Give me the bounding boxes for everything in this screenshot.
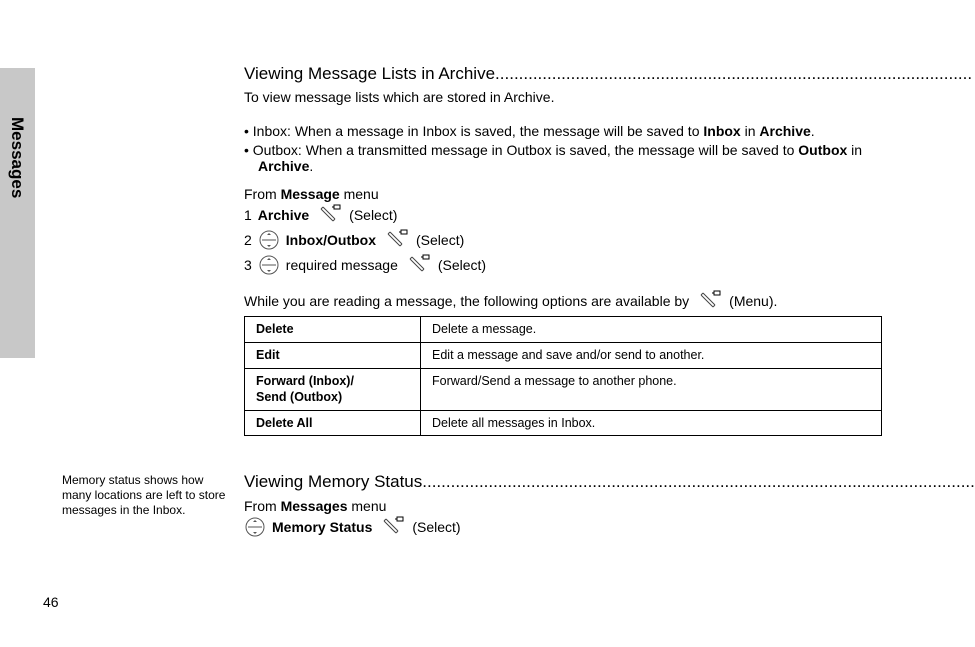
options-intro-suffix: (Menu).: [729, 293, 778, 309]
options-intro-prefix: While you are reading a message, the following options are available by: [244, 293, 690, 309]
from-prefix: From: [244, 186, 281, 202]
softkey-icon: [382, 229, 410, 251]
side-tab: [0, 68, 35, 358]
bullet-outbox-suffix: .: [309, 158, 314, 174]
step-item: Archive: [257, 207, 310, 223]
step-num: 3: [244, 257, 252, 273]
softkey-icon: [404, 254, 432, 276]
heading-text: Viewing Message Lists in Archive: [244, 64, 496, 83]
step-action: (Select): [416, 232, 465, 248]
option-name: Delete: [245, 317, 421, 343]
bullet-inbox-bold1: Inbox: [703, 123, 741, 139]
from-suffix: menu: [339, 186, 379, 202]
step-3: [244, 254, 492, 276]
bullet-outbox: [244, 142, 862, 158]
bullet-outbox-prefix: • Outbox: When a transmitted message in Outbox is saved, the message will be saved to: [244, 142, 799, 158]
intro-text: To view message lists which are stored in Archive.: [244, 89, 555, 105]
option-name-line2: Send (Outbox): [256, 390, 343, 404]
step-num: 1: [244, 207, 252, 223]
step-item: Inbox/Outbox: [285, 232, 377, 248]
from-messages-menu: [244, 498, 386, 514]
page-number: 46: [43, 594, 59, 610]
table-row: [245, 343, 882, 369]
from-bold: Messages: [280, 498, 348, 514]
step-item: required message: [285, 257, 398, 273]
from-suffix: menu: [347, 498, 387, 514]
nav-key-icon: [258, 229, 280, 251]
step-2: [244, 229, 470, 251]
option-description: Delete a message.: [421, 317, 882, 343]
softkey-icon: [378, 516, 406, 538]
option-name: Delete All: [245, 411, 421, 436]
table-row: [245, 317, 882, 343]
from-message-menu: [244, 186, 379, 202]
bullet-inbox: [244, 123, 815, 139]
options-table: [244, 316, 882, 436]
sidenote: Memory status shows how many locations are left to store messages in the Inbox.: [62, 473, 226, 517]
option-description: Delete all messages in Inbox.: [421, 411, 882, 436]
bullet-inbox-suffix: .: [810, 123, 815, 139]
bullet-inbox-bold2: Archive: [759, 123, 811, 139]
bullet-inbox-prefix: • Inbox: When a message in Inbox is saved, the message will be saved to: [244, 123, 704, 139]
option-name: [245, 369, 421, 411]
options-intro: [244, 290, 783, 312]
memory-status-step: [244, 516, 467, 538]
step-action: (Select): [437, 257, 487, 273]
bullet-outbox-bold2: Archive: [258, 158, 310, 174]
from-prefix: From: [244, 498, 281, 514]
step-action: (Select): [412, 519, 461, 535]
option-description: Forward/Send a message to another phone.: [421, 369, 882, 411]
table-row: [245, 411, 882, 436]
option-name-line1: Forward (Inbox)/: [256, 374, 354, 388]
nav-key-icon: [244, 516, 266, 538]
nav-key-icon: [258, 254, 280, 276]
section-heading-memory: Viewing Memory Status.....................................................................................................................: [244, 472, 975, 491]
from-bold: Message: [280, 186, 340, 202]
table-row: [245, 369, 882, 411]
step-num: 2: [244, 232, 252, 248]
bullet-outbox-cont: [258, 158, 313, 174]
option-name: Edit: [245, 343, 421, 369]
bullet-outbox-bold1: Outbox: [798, 142, 848, 158]
softkey-icon: [695, 290, 723, 312]
option-description: Edit a message and save and/or send to another.: [421, 343, 882, 369]
step-item: Memory Status: [272, 519, 373, 535]
step-1: [244, 204, 403, 226]
heading-text: Viewing Memory Status: [244, 472, 423, 491]
section-heading-archive: Viewing Message Lists in Archive.....................................................................................................: [244, 64, 973, 83]
side-tab-label: Messages: [8, 117, 27, 199]
bullet-inbox-mid: in: [740, 123, 760, 139]
step-action: (Select): [349, 207, 398, 223]
bullet-outbox-mid: in: [847, 142, 863, 158]
softkey-icon: [315, 204, 343, 226]
